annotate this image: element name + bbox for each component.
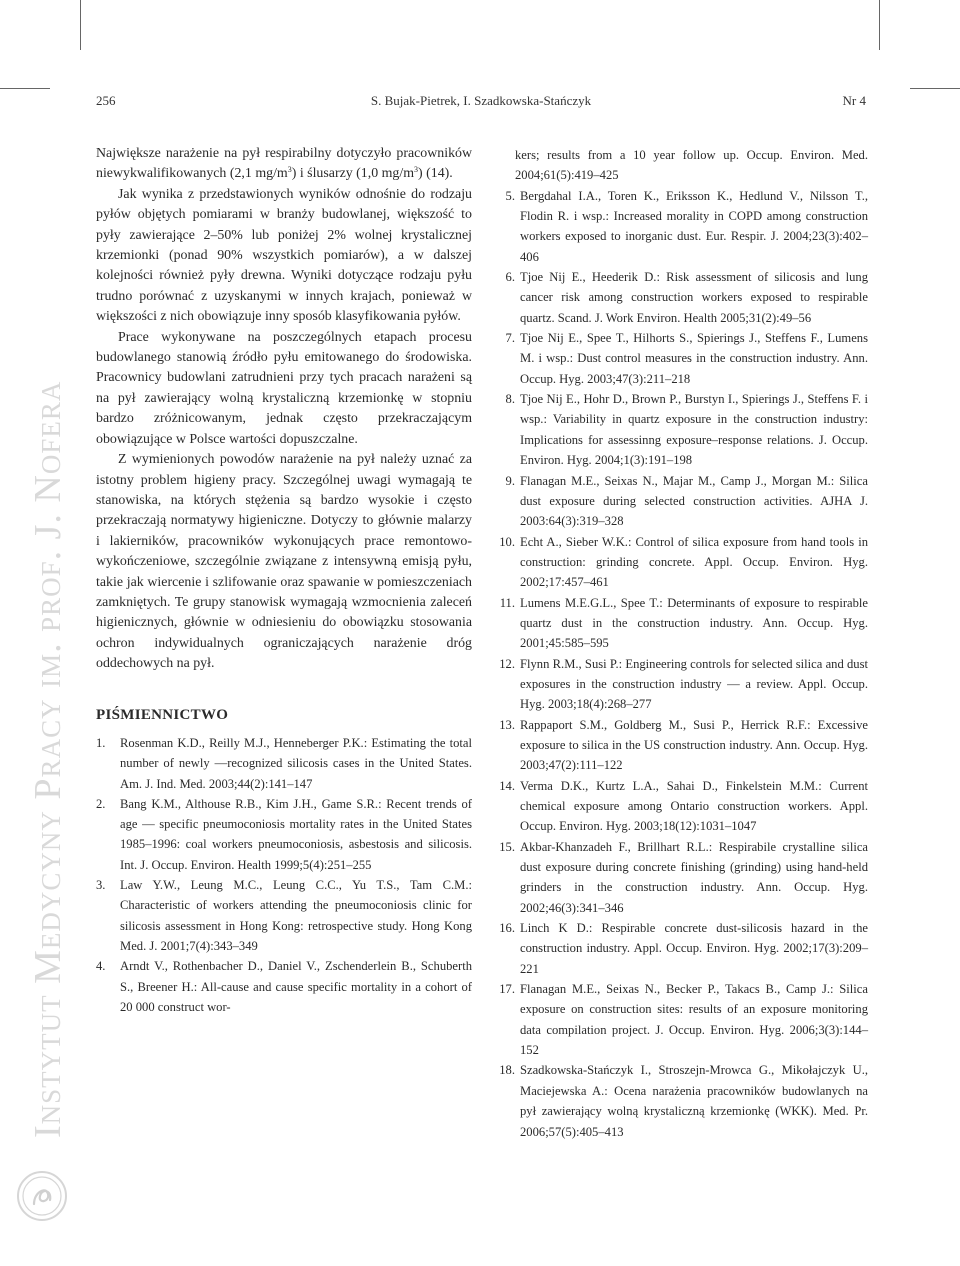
reference-item: [496, 715, 868, 776]
reference-continuation: kers; results from a 10 year follow up. Occup. Environ. Med. 2004;61(5):419–425: [515, 148, 868, 183]
reference-item: [496, 1060, 868, 1141]
reference-number: 4.: [96, 959, 106, 974]
issue-number: Nr 4: [842, 93, 866, 108]
crop-mark: [0, 88, 50, 89]
reference-text: Tjoe Nij E., Spee T., Hilhorts S., Spierings J., Steffens F., Lumens M. i wsp.: Dust control measures in the construction industry. Ann. Occup. Hyg. 2003;47(3):211–218: [520, 331, 868, 386]
reference-text: Tjoe Nij E., Hohr D., Brown P., Burstyn I., Spierings J., Steffens F. i wsp.: Variability in quartz exposure in the construction industry: Implications for assessinng exposure–response relations. J. Occup. Environ. Hyg. 2004;1(3):191–198: [520, 392, 868, 468]
reference-number: 6.: [505, 270, 515, 285]
imp-seal-icon: [16, 1170, 68, 1222]
reference-item: [496, 328, 868, 389]
reference-text: Lumens M.E.G.L., Spee T.: Determinants of exposure to respirable quartz dust in the construction industry. Ann. Occup. Hyg. 2001;45:585–595: [520, 595, 868, 651]
reference-item: [96, 956, 472, 1017]
reference-number: 15.: [499, 839, 515, 854]
reference-number: 12.: [499, 656, 515, 671]
reference-list: [496, 186, 868, 1142]
paragraph-text: ) (14).: [418, 166, 453, 182]
reference-text: Bergdahal I.A., Toren K., Eriksson K., Hedlund V., Nilsson T., Flodin R. i wsp.: Increased morality in COPD among construction workers exposed to inorganic dust. Eur. Respir. J. 2004;23(3):402–406: [520, 188, 868, 264]
reference-item: [496, 837, 868, 918]
paragraph: [96, 144, 472, 185]
reference-text: Szadkowska-Stańczyk I., Stroszejn-Mrowca G., Mikołajczyk U., Maciejewska A.: Ocena narażenia pracowników budowlanych na pył zawierający wolną krystaliczną krzemionkę (WKK). Med. Pr. 2006;57(5):405–413: [520, 1063, 868, 1139]
crop-mark: [80, 0, 81, 50]
reference-number: 7.: [505, 331, 515, 346]
reference-text: Rosenman K.D., Reilly M.J., Henneberger P.K.: Estimating the total number of newly —recognized silicosis cases in the United States. Am. J. Ind. Med. 2003;44(2):141–147: [120, 735, 472, 791]
reference-text: Linch K D.: Respirable concrete dust-silicosis hazard in the construction industry. Appl. Occup. Environ. Hyg. 2002;17(3):209–221: [520, 921, 868, 976]
reference-item: [496, 471, 868, 532]
paragraph: Prace wykonywane na poszczególnych etapach procesu budowlanego stanowią źródło pyłu emitowanego do środowiska. Pracownicy budowlani zatrudnieni przy tych pracach narażeni są na pył zawierający wolną krystaliczną krzemionkę w stopniu bardzo zróżnicowanym, jednak często przekraczającym obowiązujące w Polsce wartości dopuszczalne.: [96, 329, 472, 447]
watermark-text: Instytut Medycyny Pracy im. prof. J. Nofera: [27, 380, 69, 1138]
reference-number: 13.: [499, 717, 515, 732]
reference-text: Verma D.K., Kurtz L.A., Sahai D., Finkelstein M.M.: Current chemical exposure among Ontario construction workers. Appl. Occup. Environ. Hyg. 2003;18(12):1031–1047: [520, 778, 868, 834]
reference-item: [496, 776, 868, 837]
paragraph-text: ) i ślusarzy (1,0 mg/m: [291, 166, 415, 182]
reference-number: 16.: [499, 921, 515, 936]
reference-text: Arndt V., Rothenbacher D., Daniel V., Zschenderlein B., Schuberth S., Breener H.: All-cause and cause specific mortality in a cohort of 20 000 construct wor-: [120, 959, 472, 1014]
reference-item: [496, 593, 868, 654]
reference-list: [96, 733, 472, 1017]
reference-text: Akbar-Khanzadeh F., Brillhart R.L.: Respirabile crystalline silica dust exposure during concrete finishing (grinding) using hand-held grinders in the construction industry. Ann. Occup. Hyg. 2002;46(3):341–346: [520, 839, 868, 915]
paragraph: Z wymienionych powodów narażenie na pył należy uznać za istotny problem higieny pracy. Szczególnej uwagi wymagają te stanowiska, na których stężenia są bardzo wysokie i często przekraczają normatywy higieniczne. Dotyczy to głównie malarzy i lakierników, pracowników wykonujących prace remontowo-wykończeniowe, szczególnie związane z intensywną emisją pyłu, takie jak wiercenie i szlifowanie oraz spawanie w pomieszczeniach zamkniętych. Te grupy stanowisk wymagają wzmocnienia zaleceń higienicznych, głównie w odniesieniu do obowiązku stosowania ochron indywidualnych ograniczających narażenie dróg oddechowych na pył.: [96, 452, 472, 672]
reference-text: Law Y.W., Leung M.C., Leung C.C., Yu T.S., Tam C.M.: Characteristic of workers attending the pneumoconiosis clinic for silicosis assessment in Hong Kong: retrospective study. Hong Kong Med. J. 2001;7(4):343–349: [120, 878, 472, 953]
reference-number: 10.: [499, 534, 515, 549]
publisher-watermark: [14, 380, 74, 1138]
reference-text: Rappaport S.M., Goldberg M., Susi P., Herrick R.F.: Excessive exposure to silica in the US construction industry. Ann. Occup. Hyg. 2003;47(2):111–122: [520, 717, 868, 773]
reference-text: Bang K.M., Althouse R.B., Kim J.H., Game S.R.: Recent trends of age — specific pneumoconiosis mortality rates in the United States 1985–1996: coal workers pneumoconiosis, asbestosis and silicosis. Int. J. Occup. Environ. Health 1999;5(4):251–255: [120, 796, 472, 872]
reference-number: 1.: [96, 735, 106, 750]
reference-number: 11.: [499, 595, 515, 610]
reference-text: Tjoe Nij E., Heederik D.: Risk assessment of silicosis and lung cancer risk among construction workers exposed to respirable quartz. Scand. J. Work Environ. Health 2005;31(2):49–56: [520, 270, 868, 325]
reference-number: 17.: [499, 982, 515, 997]
reference-number: 2.: [96, 796, 106, 811]
reference-item: [496, 267, 868, 328]
reference-number: 18.: [499, 1063, 515, 1078]
reference-text: Flynn R.M., Susi P.: Engineering controls for selected silica and dust exposures in the construction industry — a review. Appl. Occup. Hyg. 2003;18(4):268–277: [520, 656, 868, 712]
reference-number: 14.: [499, 778, 515, 793]
reference-text: Flanagan M.E., Seixas N., Becker P., Takacs B., Camp J.: Silica exposure on construction sites: results of an exposure monitoring data compilation project. J. Occup. Environ. Hyg. 2006;3(3):144–152: [520, 982, 868, 1058]
paragraph: Jak wynika z przedstawionych wyników odnośnie do rodzaju pyłów objętych pomiarami w branży budowlanej, większość to pyły zawierające 2–50% lub poniżej 2% wolnej krystalicznej krzemionki (ponad 90% wszystkich pomiarów), a w dalszej kolejności również pyły drewna. Wyniki dotyczące rodzaju pyłu trudno porównać z uzyskanymi w innych krajach, ponieważ w większości z nich obowiązuje inny sposób klasyfikowania pyłów.: [96, 186, 472, 325]
reference-number: 5.: [505, 188, 515, 203]
reference-item: [496, 186, 868, 267]
crop-mark: [910, 88, 960, 89]
superscript: 3: [414, 165, 419, 175]
reference-item: [496, 654, 868, 715]
reference-item: [496, 532, 868, 593]
right-column: [496, 145, 868, 1142]
reference-number: 8.: [505, 392, 515, 407]
running-authors: S. Bujak-Pietrek, I. Szadkowska-Stańczyk: [370, 93, 592, 108]
reference-item: [96, 733, 472, 794]
reference-item: [96, 794, 472, 875]
reference-item: [496, 918, 868, 979]
reference-number: 3.: [96, 878, 106, 893]
left-column: [96, 144, 472, 1017]
reference-item: [96, 875, 472, 956]
superscript: 3: [287, 165, 292, 175]
page-number: 256: [96, 93, 116, 108]
crop-mark: [879, 0, 880, 50]
reference-text: Flanagan M.E., Seixas N., Majar M., Camp J., Morgan M.: Silica dust exposure during selected construction activities. AJHA J. 2003:64(3):319–328: [520, 473, 868, 529]
references-heading: PIŚMIENNICTWO: [96, 706, 229, 723]
running-header: [96, 90, 866, 114]
reference-item: [496, 979, 868, 1060]
reference-number: 9.: [505, 473, 515, 488]
paragraph-text: Największe narażenie na pył respirabilny dotyczyło pracowników niewykwalifikowanych (2,1 mg/m: [96, 146, 472, 182]
reference-item: [496, 389, 868, 470]
reference-text: Echt A., Sieber W.K.: Control of silica exposure from hand tools in construction: grinding concrete. Appl. Occup. Environ. Hyg. 2002;17:457–461: [520, 534, 868, 590]
